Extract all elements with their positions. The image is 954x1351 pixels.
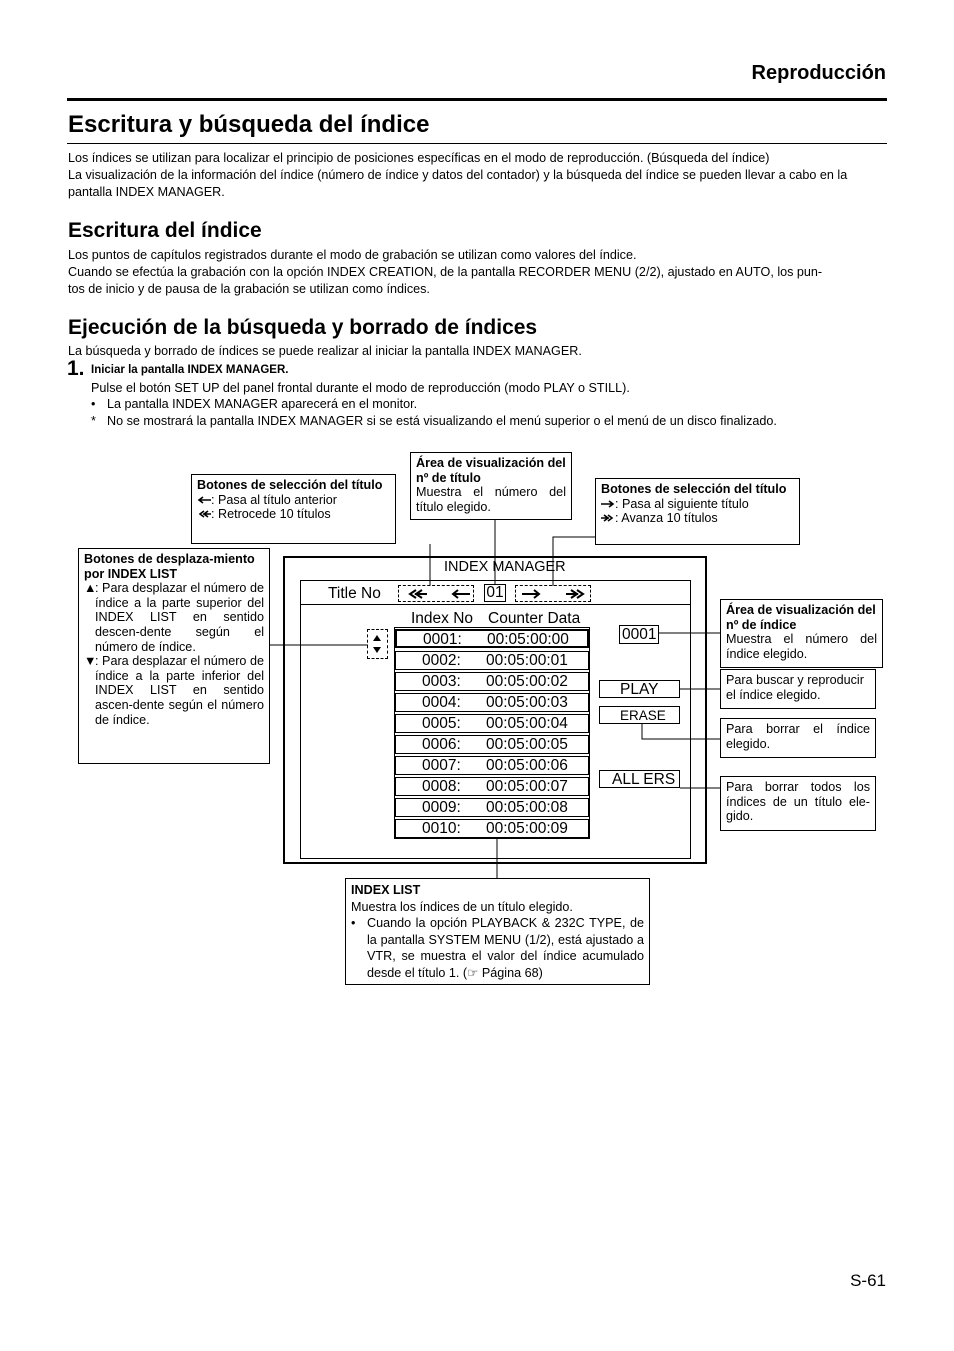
col-counter-header: Counter Data bbox=[488, 610, 581, 627]
scroll-down-icon[interactable] bbox=[373, 647, 381, 653]
callout-play-text: Para buscar y reproducir el índice elegido. bbox=[726, 673, 864, 702]
title-no-value: 01 bbox=[484, 584, 506, 602]
callout-index-area bbox=[720, 599, 883, 668]
next-title-icon[interactable] bbox=[522, 589, 542, 599]
callout-title-prev-heading: Botones de selección del título bbox=[197, 478, 383, 492]
sec1-line-1: Los puntos de capítulos registrados durante el modo de grabación se utilizan como valores del índice. bbox=[68, 248, 637, 262]
callout-play bbox=[720, 669, 876, 709]
callout-title-area bbox=[410, 452, 572, 520]
table-row[interactable]: 0003: 00:05:00:02 bbox=[395, 672, 589, 691]
forward-10-icon bbox=[601, 514, 615, 522]
rewind-10-icon[interactable] bbox=[407, 589, 427, 599]
step-note-mark: * bbox=[91, 414, 96, 428]
prev-title-icon bbox=[197, 496, 211, 504]
scroll-up-icon[interactable] bbox=[373, 635, 381, 641]
callout-title-area-heading: Área de visualización del nº de título bbox=[416, 456, 566, 485]
intro-line-2: La visualización de la información del índice (número de índice y datos del contador) y la búsqueda del índice se pueden llevar a cabo en la pantalla INDEX MANAGER. bbox=[68, 167, 848, 199]
section-heading-escritura: Escritura del índice bbox=[68, 219, 262, 242]
callout-title-next-l1: : Pasa al siguiente título bbox=[615, 496, 749, 511]
col-index-header: Index No bbox=[411, 610, 474, 627]
all-ers-button[interactable]: ALL ERS bbox=[599, 770, 680, 788]
table-row[interactable]: 0002: 00:05:00:01 bbox=[395, 651, 589, 670]
step-title: Iniciar la pantalla INDEX MANAGER. bbox=[91, 364, 289, 376]
title-no-label: Title No bbox=[328, 585, 381, 602]
step-note: No se mostrará la pantalla INDEX MANAGER si se está visualizando el menú superior o el menú de un disco finalizado. bbox=[107, 414, 777, 428]
erase-button[interactable]: ERASE bbox=[599, 706, 680, 724]
callout-index-list-text: Muestra los índices de un título elegido. bbox=[351, 899, 573, 914]
callout-scroll-up: : Para desplazar el número de índice a la parte superior del INDEX LIST en sentido descen-dente según el número de índice. bbox=[95, 581, 264, 654]
play-button[interactable]: PLAY bbox=[599, 680, 680, 698]
sec1-line-2: Cuando se efectúa la grabación con la opción INDEX CREATION, de la pantalla RECORDER MENU (2/2), ajustado en AUTO, los pun- bbox=[68, 264, 823, 279]
callout-scroll-down: : Para desplazar el número de índice a la parte inferior del INDEX LIST en sentido ascen-dente según el número de índice. bbox=[95, 654, 264, 727]
callout-title-prev bbox=[191, 474, 396, 544]
table-row[interactable]: 0005: 00:05:00:04 bbox=[395, 714, 589, 733]
step-number: 1. bbox=[67, 357, 85, 380]
callout-title-prev-l1: : Pasa al título anterior bbox=[211, 492, 338, 507]
callout-title-area-text: Muestra el número del título elegido. bbox=[416, 485, 566, 514]
screen-title: INDEX MANAGER bbox=[444, 559, 566, 575]
title-next-buttons[interactable] bbox=[515, 585, 591, 602]
next-title-icon bbox=[601, 500, 615, 508]
callout-scroll bbox=[78, 548, 270, 764]
page-title: Escritura y búsqueda del índice bbox=[68, 111, 430, 138]
callout-scroll-heading: Botones de desplaza-miento por INDEX LIST bbox=[84, 552, 255, 581]
sec1-line-3: tos de inicio y de pausa de la grabación se utilizan como índices. bbox=[68, 281, 430, 296]
callout-title-next-heading: Botones de selección del título bbox=[601, 482, 787, 496]
callout-title-prev-l2: : Retrocede 10 títulos bbox=[211, 507, 331, 522]
callout-all-ers bbox=[720, 776, 876, 831]
table-row[interactable]: 0010: 00:05:00:09 bbox=[395, 819, 589, 838]
scroll-buttons[interactable] bbox=[367, 629, 388, 659]
table-row[interactable]: 0009: 00:05:00:08 bbox=[395, 798, 589, 817]
callout-erase-text: Para borrar el índice elegido. bbox=[726, 722, 870, 751]
title-prev-buttons[interactable] bbox=[398, 585, 474, 602]
callout-index-area-heading: Área de visualización del nº de índice bbox=[726, 603, 876, 632]
step-text: Pulse el botón SET UP del panel frontal durante el modo de reproducción (modo PLAY o STILL). bbox=[91, 381, 630, 395]
callout-index-area-text: Muestra el número del índice elegido. bbox=[726, 632, 877, 661]
rewind-10-icon bbox=[197, 510, 211, 518]
callout-all-ers-text: Para borrar todos los índices de un título ele-gido. bbox=[726, 780, 870, 824]
sec2-intro: La búsqueda y borrado de índices se puede realizar al iniciar la pantalla INDEX MANAGER. bbox=[68, 344, 582, 358]
table-row[interactable]: 0007: 00:05:00:06 bbox=[395, 756, 589, 775]
bullet-dot: • bbox=[351, 916, 356, 931]
page-number: S-61 bbox=[850, 1271, 886, 1290]
forward-10-icon[interactable] bbox=[566, 589, 586, 599]
selected-index-display: 0001 bbox=[619, 625, 659, 644]
callout-index-list-heading: INDEX LIST bbox=[351, 883, 421, 897]
table-row[interactable]: 0006: 00:05:00:05 bbox=[395, 735, 589, 754]
arrow-down-icon: ▼ bbox=[84, 654, 97, 669]
table-row[interactable]: 0004: 00:05:00:03 bbox=[395, 693, 589, 712]
callout-erase bbox=[720, 718, 876, 758]
intro-line-1: Los índices se utilizan para localizar el principio de posiciones específicas en el modo de reproducción. (Búsqueda del índice) bbox=[68, 151, 770, 165]
table-row[interactable]: 0008: 00:05:00:07 bbox=[395, 777, 589, 796]
screen-title-rule bbox=[300, 604, 691, 605]
prev-title-icon[interactable] bbox=[450, 589, 470, 599]
callout-title-next bbox=[595, 478, 800, 545]
table-row[interactable]: 0001: 00:05:00:00 bbox=[395, 629, 589, 648]
step-bullet-mark: • bbox=[91, 397, 96, 411]
callout-title-next-l2: : Avanza 10 títulos bbox=[615, 511, 718, 526]
section-header: Reproducción bbox=[751, 62, 886, 84]
step-bullet: La pantalla INDEX MANAGER aparecerá en el monitor. bbox=[107, 397, 418, 411]
arrow-up-icon: ▲ bbox=[84, 581, 97, 596]
section-heading-busqueda: Ejecución de la búsqueda y borrado de índices bbox=[68, 316, 538, 339]
callout-index-list-bullet: Cuando la opción PLAYBACK & 232C TYPE, de la pantalla SYSTEM MENU (1/2), está ajustado a VTR, se muestra el valor del índice acumulado desde el título 1. (☞ Página 68) bbox=[367, 916, 644, 980]
callout-index-list bbox=[345, 878, 650, 985]
